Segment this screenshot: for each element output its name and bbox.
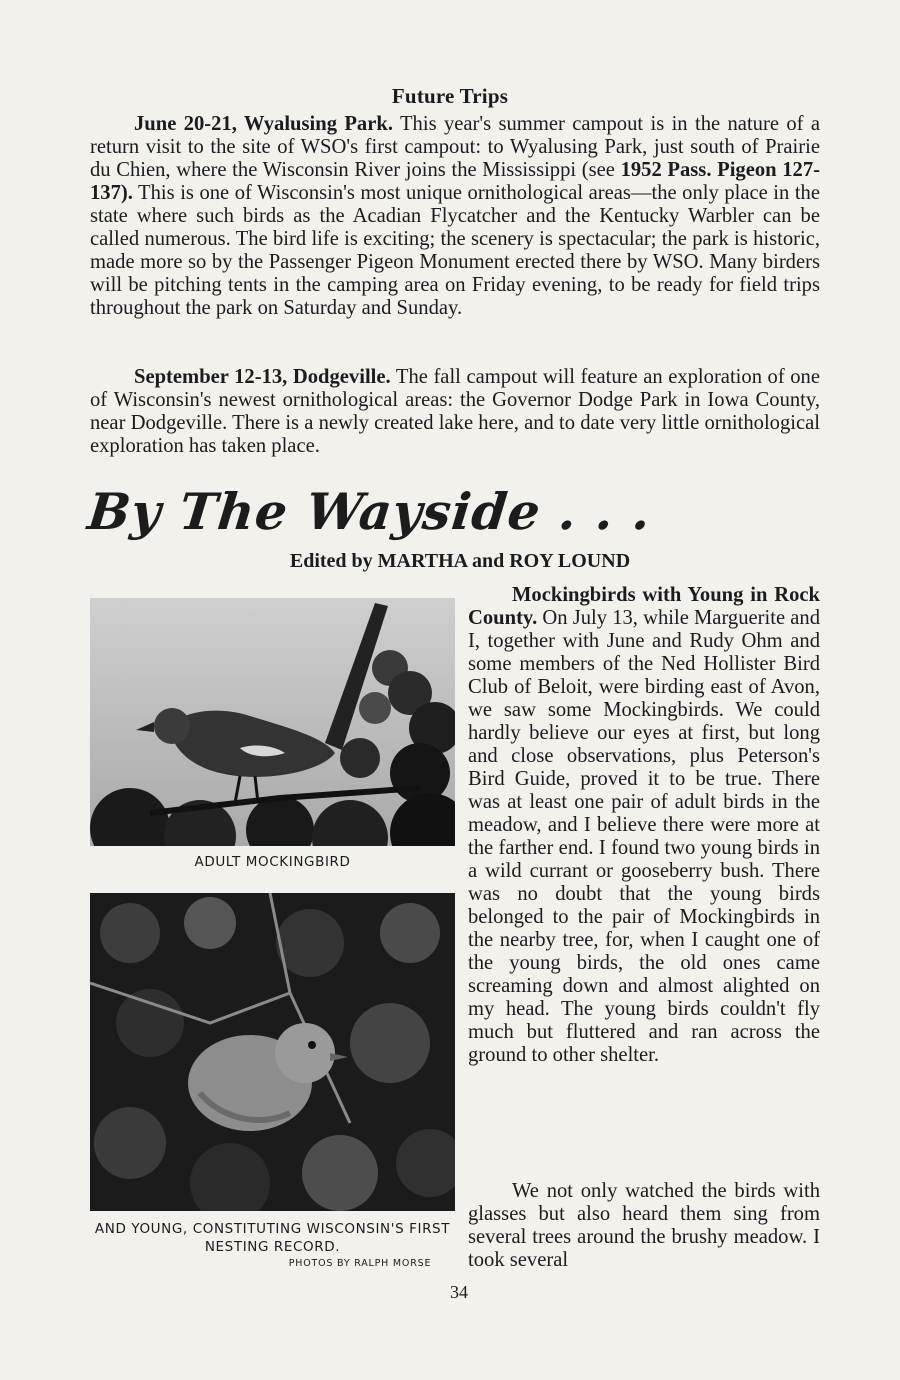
mockingbird-article-text-1: On July 13, while Marguerite and I, together with June and Rudy Ohm and some members of the Ned Hollister Bird Club of Beloit, were birding east of Avon, we saw some Mockingbirds. We could hardly believe our eyes at first, but long and close observations, plus Peterson's Bird Guide, proved it to be true. There was at least one pair of adult birds in the meadow, and I believe there were more at the farther end. I found two young birds in a wild currant or gooseberry bush. There was no doubt that the young birds belonged to the pair of Mockingbirds in the nearby tree, for, when I caught one of the young birds, the old ones came screaming down and almost alighted on my head. The young birds couldn't fly much but fluttered and ran across the ground to other shelter. — [468, 607, 820, 1066]
trip-june-text-b: This is one of Wisconsin's most unique ornithological areas—the only place in the state where such birds as the Acadian Flycatcher and the Kentucky Warbler can be called numerous. The bird life is exciting; the scenery is spectacular; the park is historic, made more so by the Passenger Pigeon Monument erected there by WSO. Many birders will be pitching tents in the camping area on Friday evening, to be ready for field trips throughout the park on Saturday and Sunday. — [90, 182, 820, 319]
editors-line: Edited by MARTHA and ROY LOUND — [289, 550, 631, 572]
mockingbird-article-lead: Mockingbirds with Young in Rock County. — [468, 584, 820, 629]
trip-june-text-a: This year's summer campout is in the nature of a return visit to the site of WSO's first campout: to Wyalusing Park, just south of Prairie du Chien, where the Wisconsin River joins the Mississippi (see — [90, 113, 820, 181]
young-mockingbird-caption: AND YOUNG, CONSTITUTING WISCONSIN'S FIRST NESTING RECORD. — [94, 1221, 451, 1255]
mockingbird-article-paragraph-1 — [468, 584, 820, 1067]
young-mockingbird-photo — [90, 893, 455, 1211]
adult-mockingbird-photo — [90, 598, 455, 846]
adult-mockingbird-caption: ADULT MOCKINGBIRD — [194, 854, 351, 870]
trip-september-paragraph — [90, 366, 820, 458]
page-number: 34 — [450, 1282, 468, 1302]
wayside-column-title: By The Wayside . . . — [84, 482, 655, 541]
future-trips-heading: Future Trips — [391, 84, 509, 108]
mockingbird-article-paragraph-2: We not only watched the birds with glasses but also heard them sing from several trees around the brushy meadow. I took several — [468, 1180, 820, 1271]
trip-september-lead: September 12-13, Dodgeville. — [134, 366, 391, 388]
trip-june-paragraph — [90, 113, 820, 320]
trip-september-text: The fall campout will feature an exploration of one of Wisconsin's newest ornithological areas: the Governor Dodge Park in Iowa County, near Dodgeville. There is a newly created lake here, and to date very little ornithological exploration has taken place. — [90, 366, 820, 457]
photo-credit: PHOTOS BY RALPH MORSE — [288, 1258, 432, 1269]
trip-june-reference: 1952 Pass. Pigeon 127-137). — [90, 159, 820, 204]
trip-june-lead: June 20-21, Wyalusing Park. — [134, 113, 393, 135]
